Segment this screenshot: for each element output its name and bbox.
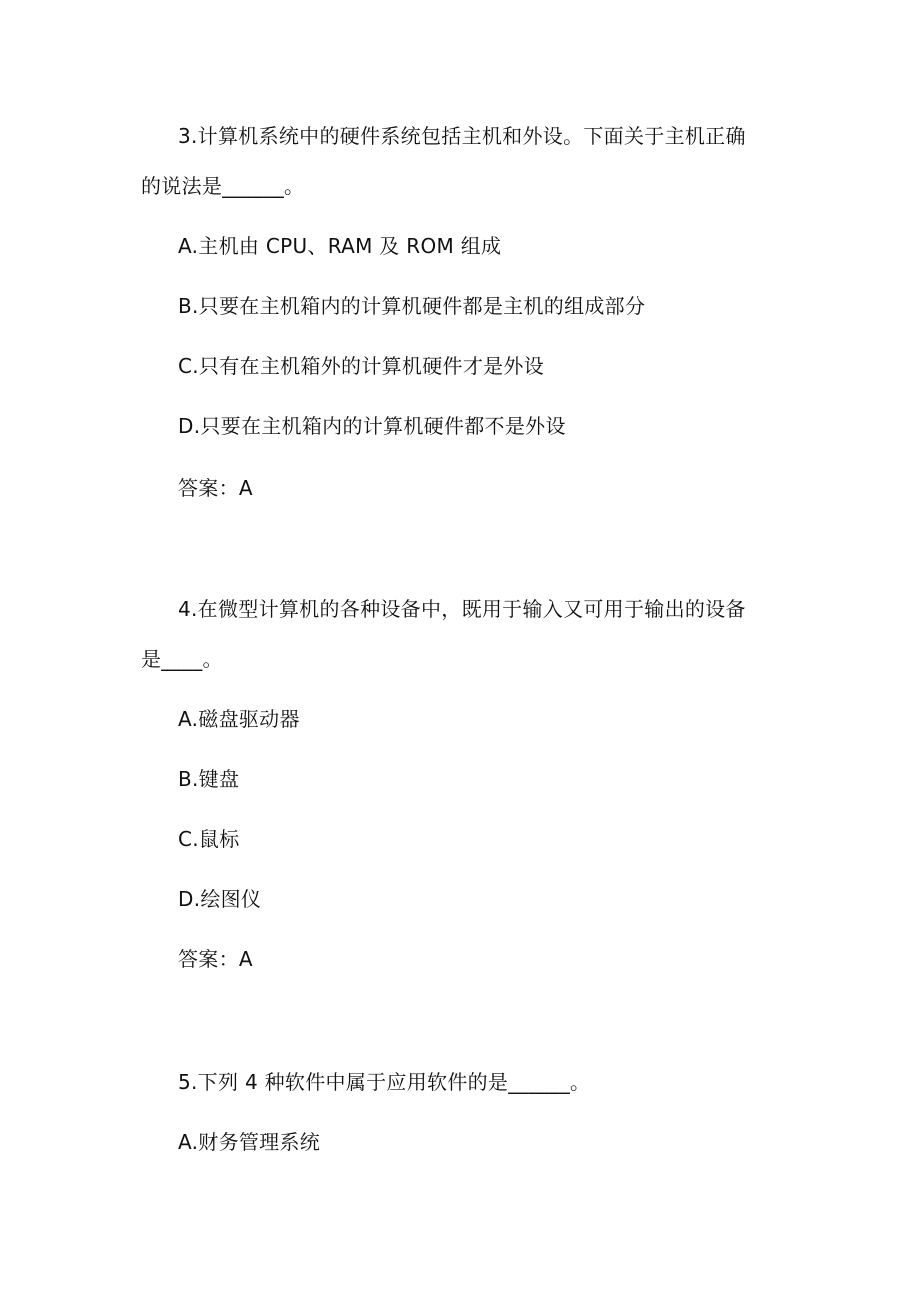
question-3-stem-line-1: 3.计算机系统中的硬件系统包括主机和外设。下面关于主机正确 [178, 124, 746, 148]
question-4-stem-line-1: 4.在微型计算机的各种设备中，既用于输入又可用于输出的设备 [178, 597, 746, 621]
question-4-option-c: C.鼠标 [178, 827, 240, 851]
question-3-option-c: C.只有在主机箱外的计算机硬件才是外设 [178, 354, 545, 378]
question-4-stem-line-2: 是____。 [141, 647, 223, 671]
question-3-option-b: B.只要在主机箱内的计算机硬件都是主机的组成部分 [178, 294, 646, 318]
question-4-answer: 答案：A [178, 947, 253, 971]
question-3-answer: 答案：A [178, 476, 253, 500]
question-3-option-d: D.只要在主机箱内的计算机硬件都不是外设 [178, 414, 566, 438]
question-3-stem-line-2: 的说法是______。 [141, 174, 305, 198]
question-5-option-a: A.财务管理系统 [178, 1130, 321, 1154]
question-4-option-d: D.绘图仪 [178, 887, 262, 911]
question-3-option-a: A.主机由 CPU、RAM 及 ROM 组成 [178, 234, 502, 258]
question-5-stem-line-1: 5.下列 4 种软件中属于应用软件的是______。 [178, 1070, 591, 1094]
question-4-option-a: A.磁盘驱动器 [178, 707, 300, 731]
question-4-option-b: B.键盘 [178, 767, 240, 791]
